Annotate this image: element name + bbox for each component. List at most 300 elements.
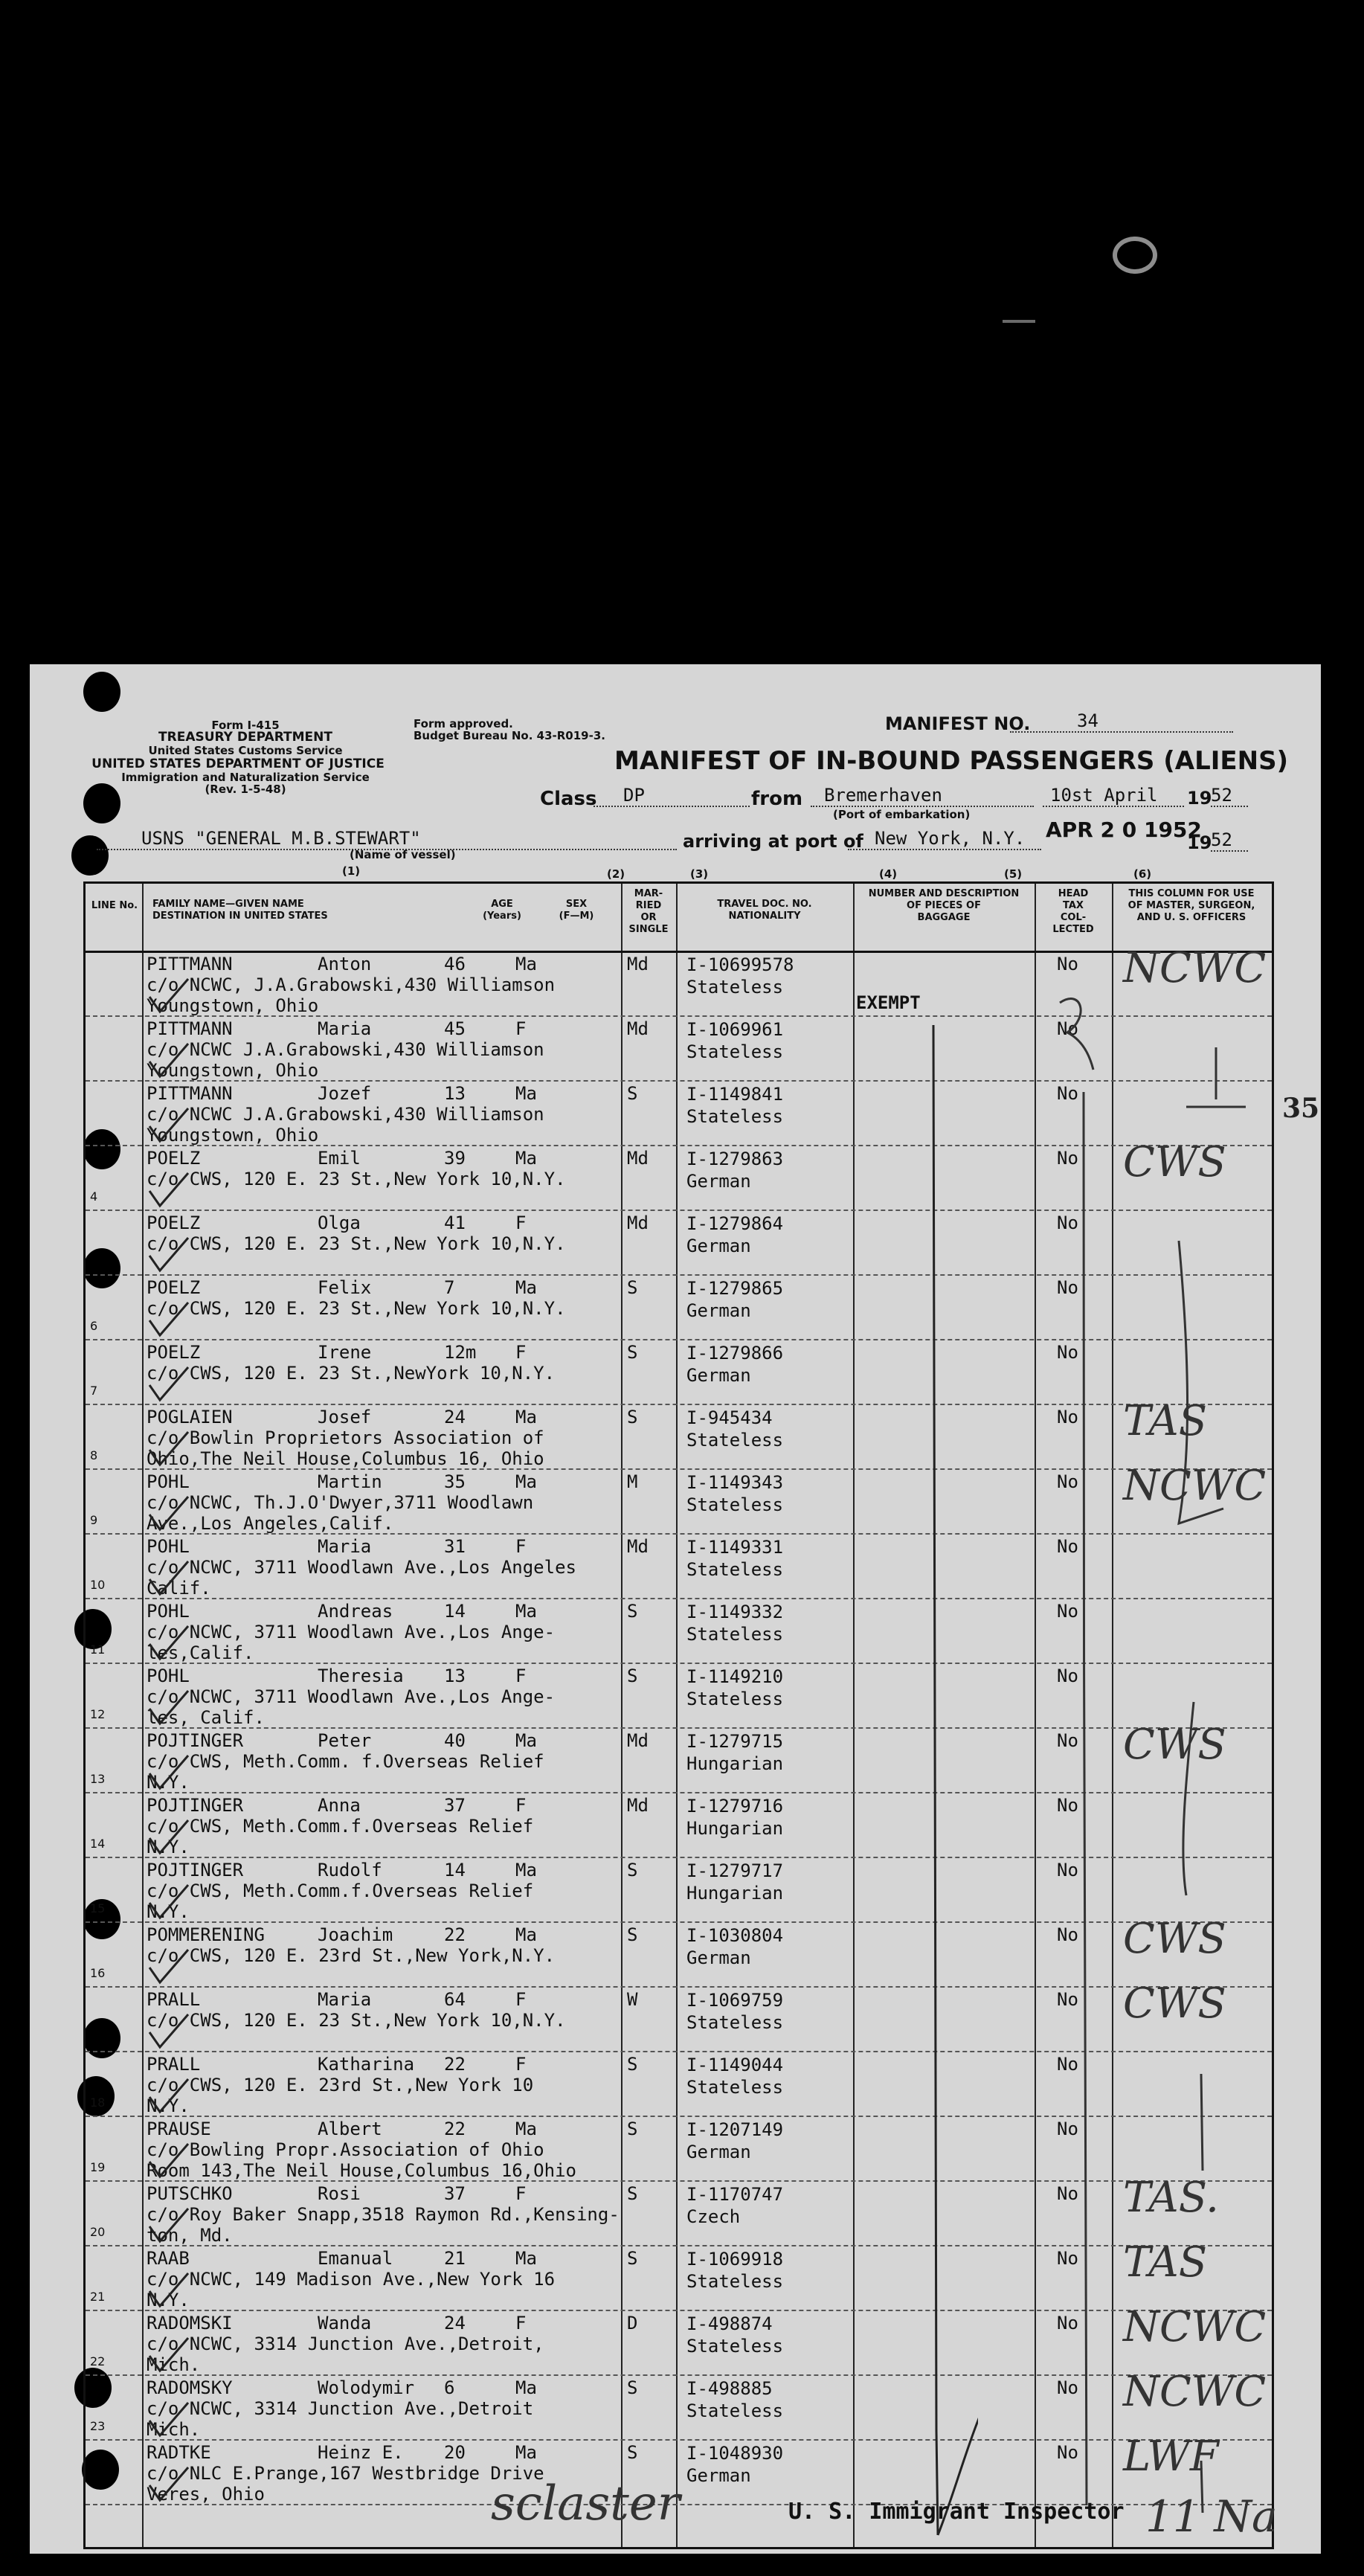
family-name: POHL <box>147 1536 190 1557</box>
check-mark <box>147 1104 191 1149</box>
given-name: Olga <box>318 1212 361 1233</box>
age: 14 <box>444 1601 466 1622</box>
travel-doc-no: I-1149332 <box>686 1602 784 1622</box>
check-mark <box>147 1816 191 1860</box>
nationality: German <box>686 1365 751 1386</box>
punch-hole <box>83 672 120 712</box>
justice-dept: UNITED STATES DEPARTMENT OF JUSTICE <box>91 757 385 771</box>
nationality: German <box>686 1171 751 1192</box>
destination-line-1: c/o Roy Baker Snapp,3518 Raymon Rd.,Kensing- <box>147 2204 620 2225</box>
marital-status: W <box>627 1989 638 2010</box>
manifest-no-label: MANIFEST NO. <box>885 713 1031 734</box>
destination-line-1: c/o NCWC J.A.Grabowski,430 Williamson <box>147 1104 544 1125</box>
destination-line-2: Room 143,The Neil House,Columbus 16,Ohio <box>147 2160 576 2181</box>
arrival-date-stamp: APR 2 0 1952 <box>1046 818 1202 842</box>
given-name: Peter <box>318 1730 372 1751</box>
marital-status: S <box>627 1277 638 1298</box>
marital-status: S <box>627 1601 638 1622</box>
margin-page-number: 35 <box>1282 1093 1320 1124</box>
customs-service: United States Customs Service <box>148 744 343 757</box>
given-name: Emanual <box>318 2248 393 2269</box>
family-name: POHL <box>147 1471 190 1492</box>
age: 7 <box>444 1277 455 1298</box>
marital-status: S <box>627 2442 638 2463</box>
destination-line-1: c/o CWS, 120 E. 23 St.,New York 10,N.Y. <box>147 1169 566 1189</box>
nationality: Stateless <box>686 1430 784 1451</box>
given-name: Wanda <box>318 2313 372 2334</box>
col-line-no: LINE No. <box>91 900 138 911</box>
travel-doc-no: I-945434 <box>686 1407 773 1428</box>
travel-doc-no: I-1069918 <box>686 2249 784 2270</box>
family-name: PRALL <box>147 1989 201 2010</box>
officer-note: TAS <box>1123 2238 1208 2287</box>
sex: Ma <box>515 1471 537 1492</box>
nationality: Stateless <box>686 2336 784 2357</box>
line-number: 7 <box>90 1384 98 1398</box>
age: 64 <box>444 1989 466 2010</box>
given-name: Theresia <box>318 1666 404 1686</box>
departure-date: 10st April <box>1043 785 1184 807</box>
check-mark <box>147 1427 191 1472</box>
col-num-3: (3) <box>690 867 709 881</box>
officer-note: NCWC <box>1123 2303 1267 2351</box>
inspector-label: U. S. Immigrant Inspector <box>788 2499 1125 2525</box>
destination-line-2: Mich. <box>147 2419 201 2440</box>
family-name: PITTMANN <box>147 1083 233 1104</box>
given-name: Katharina <box>318 2054 415 2075</box>
age: 12m <box>444 1342 477 1363</box>
nationality: Stateless <box>686 1624 784 1645</box>
age: 39 <box>444 1148 466 1169</box>
destination-line-2: N.Y. <box>147 1772 190 1793</box>
family-name: RADTKE <box>147 2442 211 2463</box>
marital-status: Md <box>627 1212 649 1233</box>
marital-status: S <box>627 1924 638 1945</box>
given-name: Josef <box>318 1407 372 1427</box>
line-number: 4 <box>90 1189 98 1204</box>
sex: F <box>515 2054 527 2075</box>
head-tax: No <box>1057 2183 1078 2204</box>
line-number: 22 <box>90 2354 106 2368</box>
given-name: Felix <box>318 1277 372 1298</box>
travel-doc-no: I-1279716 <box>686 1796 784 1817</box>
nationality: Stateless <box>686 2400 784 2421</box>
sex: Ma <box>515 1730 537 1751</box>
travel-doc-no: I-1149343 <box>686 1472 784 1493</box>
age: 45 <box>444 1018 466 1039</box>
family-name: PRAUSE <box>147 2119 211 2139</box>
marital-status: Md <box>627 1730 649 1751</box>
head-tax: No <box>1057 1860 1078 1880</box>
check-mark <box>147 1492 191 1537</box>
family-name: PITTMANN <box>147 1018 233 1039</box>
col-officers: THIS COLUMN FOR USE OF MASTER, SURGEON, AND U. S. OFFICERS <box>1127 888 1255 923</box>
destination-line-1: c/o NLC E.Prange,167 Westbridge Drive <box>147 2463 544 2484</box>
nationality: Hungarian <box>686 1753 784 1774</box>
passenger-table <box>83 881 1274 2549</box>
marital-status: D <box>627 2313 638 2334</box>
given-name: Martin <box>318 1471 382 1492</box>
destination-line-1: c/o NCWC, 3314 Junction Ave.,Detroit <box>147 2398 534 2419</box>
headtax-marks <box>1038 958 1112 2520</box>
line-number: 18 <box>90 2095 106 2110</box>
family-name: POELZ <box>147 1277 201 1298</box>
sex: Ma <box>515 1277 537 1298</box>
officer-note: CWS <box>1123 1138 1226 1186</box>
destination-line-1: c/o CWS, Meth.Comm.f.Overseas Relief <box>147 1816 534 1837</box>
line-number: 12 <box>90 1707 106 1721</box>
check-mark <box>147 974 191 1019</box>
line-number: 11 <box>90 1642 106 1657</box>
destination-line-2: N.Y. <box>147 2290 190 2310</box>
marital-status: S <box>627 2119 638 2139</box>
given-name: Emil <box>318 1148 361 1169</box>
sex: Ma <box>515 2248 537 2269</box>
destination-line-2: Youngstown, Ohio <box>147 1060 319 1081</box>
head-tax: No <box>1057 1342 1078 1363</box>
family-name: PRALL <box>147 2054 201 2075</box>
arrival-port: New York, N.Y. <box>848 828 1041 850</box>
sex: Ma <box>515 1148 537 1169</box>
line-number: 6 <box>90 1319 98 1333</box>
family-name: POHL <box>147 1601 190 1622</box>
destination-line-1: c/o NCWC, 3711 Woodlawn Ave.,Los Ange- <box>147 1622 556 1642</box>
check-mark <box>147 2075 191 2119</box>
destination-line-2: N.Y. <box>147 1837 190 1857</box>
destination-line-2: Veres, Ohio <box>147 2484 265 2505</box>
given-name: Maria <box>318 1536 372 1557</box>
col-travel-doc: TRAVEL DOC. NO. NATIONALITY <box>717 899 812 922</box>
age: 22 <box>444 2119 466 2139</box>
revision: (Rev. 1-5-48) <box>205 783 286 796</box>
arriving-label: arriving at port of <box>683 831 863 852</box>
age: 41 <box>444 1212 466 1233</box>
nationality: Stateless <box>686 1689 784 1709</box>
officer-note: TAS. <box>1123 2174 1219 2222</box>
destination-line-2: Ohio,The Neil House,Columbus 16, Ohio <box>147 1448 544 1469</box>
col-name-destination: FAMILY NAME—GIVEN NAME DESTINATION IN UNITED STATES <box>152 899 328 922</box>
sex: Ma <box>515 1860 537 1880</box>
scan-ring-mark <box>1113 237 1157 274</box>
officer-note: CWS <box>1123 1721 1226 1769</box>
family-name: RAAB <box>147 2248 190 2269</box>
travel-doc-no: I-1030804 <box>686 1925 784 1946</box>
officer-note: NCWC <box>1123 944 1267 992</box>
travel-doc-no: I-1279863 <box>686 1149 784 1169</box>
col-num-4: (4) <box>879 867 898 881</box>
age: 37 <box>444 1795 466 1816</box>
age: 6 <box>444 2377 455 2398</box>
given-name: Rosi <box>318 2183 361 2204</box>
age: 13 <box>444 1666 466 1686</box>
check-mark <box>147 1880 191 1925</box>
sex: Ma <box>515 1924 537 1945</box>
treasury-dept: TREASURY DEPARTMENT <box>158 730 332 745</box>
travel-doc-no: I-1149331 <box>686 1537 784 1558</box>
family-name: RADOMSKI <box>147 2313 233 2334</box>
travel-doc-no: I-1279864 <box>686 1213 784 1234</box>
line-number: 16 <box>90 1966 106 1980</box>
head-tax: No <box>1057 1601 1078 1622</box>
marital-status: S <box>627 1342 638 1363</box>
family-name: POHL <box>147 1666 190 1686</box>
destination-line-1: c/o CWS, Meth.Comm.f.Overseas Relief <box>147 1880 534 1901</box>
check-mark <box>147 2463 191 2508</box>
ins-service: Immigration and Naturalization Service <box>121 771 370 784</box>
sex: Ma <box>515 954 537 974</box>
family-name: PUTSCHKO <box>147 2183 233 2204</box>
head-tax: No <box>1057 1536 1078 1557</box>
line-number: 10 <box>90 1578 106 1592</box>
marital-status: S <box>627 1083 638 1104</box>
class-label: Class <box>540 788 597 810</box>
head-tax: No <box>1057 2248 1078 2269</box>
nationality: Stateless <box>686 1494 784 1515</box>
head-tax: No <box>1057 1666 1078 1686</box>
marital-status: Md <box>627 954 649 974</box>
sex: Ma <box>515 2442 537 2463</box>
check-mark <box>147 1363 191 1407</box>
officer-note: LWF <box>1123 2432 1219 2481</box>
destination-line-1: c/o NCWC, 3711 Woodlawn Ave.,Los Angeles <box>147 1557 576 1578</box>
marital-status: S <box>627 2377 638 2398</box>
line-number: 19 <box>90 2160 106 2174</box>
check-mark <box>147 2334 191 2378</box>
sex: Ma <box>515 1601 537 1622</box>
nationality: Czech <box>686 2206 741 2227</box>
head-tax: No <box>1057 1083 1078 1104</box>
depart-year: 52 <box>1211 785 1248 807</box>
nationality: German <box>686 1236 751 1256</box>
arrival-year-prefix: 19 <box>1187 832 1212 853</box>
sex: Ma <box>515 1083 537 1104</box>
officer-note: CWS <box>1123 1979 1226 2028</box>
col-head-tax: HEAD TAX COL- LECTED <box>1052 888 1094 935</box>
check-mark <box>147 1039 191 1084</box>
line-number: 14 <box>90 1837 106 1851</box>
given-name: Maria <box>318 1018 372 1039</box>
check-mark <box>147 1686 191 1731</box>
from-label: from <box>751 788 803 810</box>
given-name: Joachim <box>318 1924 393 1945</box>
nationality: Stateless <box>686 2077 784 2098</box>
nationality: Stateless <box>686 2271 784 2292</box>
officer-note: TAS <box>1123 1397 1208 1445</box>
nationality: German <box>686 2142 751 2162</box>
nationality: Stateless <box>686 1559 784 1580</box>
sex: F <box>515 1536 527 1557</box>
travel-doc-no: I-10699578 <box>686 954 794 975</box>
head-tax: No <box>1057 1212 1078 1233</box>
travel-doc-no: I-1149210 <box>686 1666 784 1687</box>
given-name: Albert <box>318 2119 382 2139</box>
destination-line-1: c/o CWS, Meth.Comm. f.Overseas Relief <box>147 1751 544 1772</box>
head-tax: No <box>1057 2119 1078 2139</box>
port-embark-note: (Port of embarkation) <box>833 808 971 821</box>
destination-line-2: les,Calif. <box>147 1642 254 1663</box>
given-name: Rudolf <box>318 1860 382 1880</box>
marital-status: S <box>627 2054 638 2075</box>
nationality: Stateless <box>686 1106 784 1127</box>
destination-line-1: c/o NCWC, 3314 Junction Ave.,Detroit, <box>147 2334 544 2354</box>
check-mark <box>147 2139 191 2184</box>
nationality: Hungarian <box>686 1818 784 1839</box>
age: 35 <box>444 1471 466 1492</box>
head-tax: No <box>1057 2054 1078 2075</box>
travel-doc-no: I-1207149 <box>686 2119 784 2140</box>
sex: F <box>515 1989 527 2010</box>
check-mark <box>147 1169 191 1213</box>
travel-doc-no: I-1149841 <box>686 1084 784 1105</box>
sex: Ma <box>515 2377 537 2398</box>
sex: F <box>515 1666 527 1686</box>
nationality: Stateless <box>686 977 784 998</box>
age: 31 <box>444 1536 466 1557</box>
col-num-5: (5) <box>1004 867 1023 881</box>
destination-line-1: c/o NCWC, J.A.Grabowski,430 Williamson <box>147 974 556 995</box>
col-married: MAR- RIED OR SINGLE <box>628 888 669 935</box>
vessel-note: (Name of vessel) <box>350 848 456 861</box>
destination-line-2: N.Y. <box>147 2095 190 2116</box>
head-tax: No <box>1057 2442 1078 2463</box>
given-name: Wolodymir <box>318 2377 415 2398</box>
given-name: Anna <box>318 1795 361 1816</box>
scan-dash-mark <box>1003 320 1035 323</box>
sex: Ma <box>515 1407 537 1427</box>
sex: F <box>515 2313 527 2334</box>
check-mark <box>147 1622 191 1666</box>
head-tax: No <box>1057 1989 1078 2010</box>
travel-doc-no: I-498885 <box>686 2378 773 2399</box>
travel-doc-no: I-1279865 <box>686 1278 784 1299</box>
given-name: Heinz E. <box>318 2442 404 2463</box>
destination-line-1: c/o CWS, 120 E. 23 St.,New York 10,N.Y. <box>147 2010 566 2031</box>
manifest-sheet <box>30 664 1321 2554</box>
col-num-1: (1) <box>342 864 361 878</box>
head-tax: No <box>1057 1148 1078 1169</box>
travel-doc-no: I-1048930 <box>686 2443 784 2464</box>
check-mark <box>147 1233 191 1278</box>
travel-doc-no: I-498874 <box>686 2313 773 2334</box>
nationality: German <box>686 1947 751 1968</box>
age: 24 <box>444 2313 466 2334</box>
line-number: 13 <box>90 1772 106 1786</box>
line-number: 20 <box>90 2225 106 2239</box>
head-tax: No <box>1057 954 1078 974</box>
line-number: 9 <box>90 1513 98 1527</box>
marital-status: M <box>627 1471 638 1492</box>
marital-status: Md <box>627 1018 649 1039</box>
head-tax: No <box>1057 1924 1078 1945</box>
age: 24 <box>444 1407 466 1427</box>
form-number: Form I-415 <box>211 719 280 732</box>
age: 14 <box>444 1860 466 1880</box>
destination-line-1: c/o CWS, 120 E. 23 St.,NewYork 10,N.Y. <box>147 1363 556 1384</box>
line-number: 21 <box>90 2290 106 2304</box>
col-baggage: NUMBER AND DESCRIPTION OF PIECES OF BAGGAGE <box>868 888 1020 923</box>
head-tax: No <box>1057 2377 1078 2398</box>
class-value: DP <box>593 785 750 807</box>
marital-status: S <box>627 2183 638 2204</box>
family-name: RADOMSKY <box>147 2377 233 2398</box>
sex: Ma <box>515 2119 537 2139</box>
age: 13 <box>444 1083 466 1104</box>
destination-line-1: c/o NCWC, 3711 Woodlawn Ave.,Los Ange- <box>147 1686 556 1707</box>
check-mark <box>147 1298 191 1343</box>
marital-status: Md <box>627 1536 649 1557</box>
check-mark <box>147 2204 191 2249</box>
travel-doc-no: I-1170747 <box>686 2184 784 2205</box>
line-number: 23 <box>90 2419 106 2433</box>
sex: F <box>515 1212 527 1233</box>
destination-line-2: Youngstown, Ohio <box>147 1125 319 1146</box>
given-name: Maria <box>318 1989 372 2010</box>
budget-bureau: Budget Bureau No. 43-R019-3. <box>414 729 605 742</box>
age: 37 <box>444 2183 466 2204</box>
sex: F <box>515 1342 527 1363</box>
destination-line-2: les, Calif. <box>147 1707 265 1728</box>
destination-line-1: c/o CWS, 120 E. 23 St.,New York 10,N.Y. <box>147 1298 566 1319</box>
head-tax: No <box>1057 1471 1078 1492</box>
travel-doc-no: I-1279866 <box>686 1343 784 1364</box>
sex: F <box>515 1018 527 1039</box>
col-age: AGE (Years) <box>483 899 521 922</box>
sex: F <box>515 1795 527 1816</box>
family-name: POJTINGER <box>147 1860 244 1880</box>
page-title: MANIFEST OF IN-BOUND PASSENGERS (ALIENS) <box>614 746 1289 776</box>
family-name: POJTINGER <box>147 1795 244 1816</box>
destination-line-1: c/o Bowlin Proprietors Association of <box>147 1427 544 1448</box>
destination-line-2: N.Y. <box>147 1901 190 1922</box>
line-number: 15 <box>90 1901 106 1915</box>
col-sex: SEX (F—M) <box>559 899 594 922</box>
port-of-embarkation: Bremerhaven <box>811 785 1034 807</box>
form-approved: Form approved. <box>414 717 513 730</box>
baggage-ditto-line <box>889 1018 978 2550</box>
nationality: Stateless <box>686 1041 784 1062</box>
age: 21 <box>444 2248 466 2269</box>
family-name: POELZ <box>147 1342 201 1363</box>
bottom-mark: 11 Na <box>1145 2491 1278 2542</box>
age: 46 <box>444 954 466 974</box>
col-num-2: (2) <box>607 867 625 881</box>
family-name: POELZ <box>147 1212 201 1233</box>
officer-note: CWS <box>1123 1915 1226 1963</box>
nationality: Stateless <box>686 2012 784 2033</box>
marital-status: S <box>627 2248 638 2269</box>
punch-hole <box>83 783 120 823</box>
head-tax: No <box>1057 2313 1078 2334</box>
head-tax: No <box>1057 1407 1078 1427</box>
head-tax: No <box>1057 1018 1078 1039</box>
destination-line-2: Mich. <box>147 2354 201 2375</box>
marital-status: S <box>627 1407 638 1427</box>
travel-doc-no: I-1279715 <box>686 1731 784 1752</box>
check-mark <box>147 2398 191 2443</box>
destination-line-2: ton, Md. <box>147 2225 233 2246</box>
destination-line-2: Youngstown, Ohio <box>147 995 319 1016</box>
destination-line-1: c/o NCWC, 149 Madison Ave.,New York 16 <box>147 2269 556 2290</box>
inspector-signature: sclaster <box>491 2476 681 2531</box>
family-name: POELZ <box>147 1148 201 1169</box>
given-name: Anton <box>318 954 372 974</box>
marital-status: Md <box>627 1148 649 1169</box>
travel-doc-no: I-1149044 <box>686 2055 784 2075</box>
given-name: Andreas <box>318 1601 393 1622</box>
check-mark <box>147 2010 191 2055</box>
family-name: POGLAIEN <box>147 1407 233 1427</box>
check-mark <box>147 1945 191 1990</box>
